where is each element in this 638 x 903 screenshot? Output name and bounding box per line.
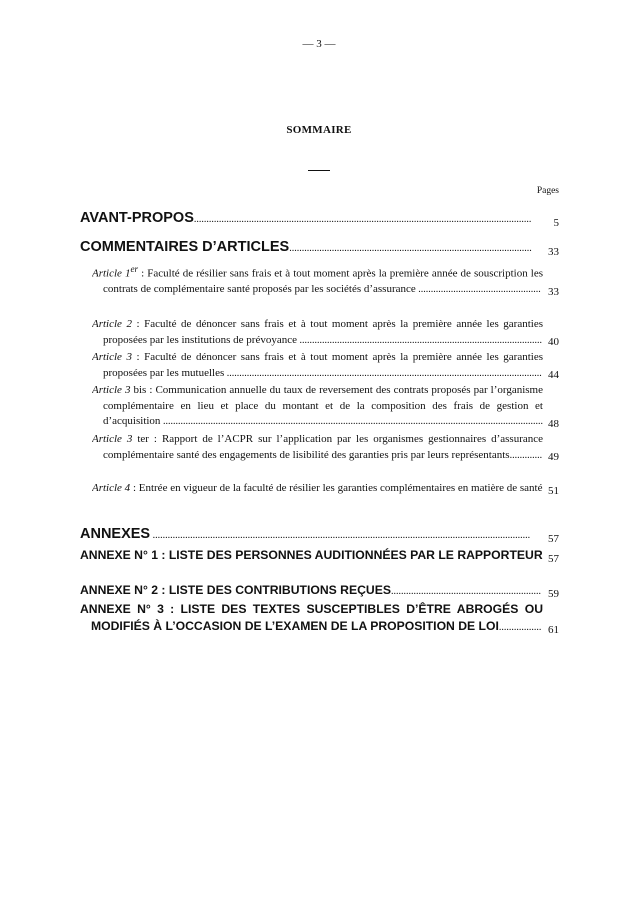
toc-entry-text: ANNEXE N° 1 : LISTE DES PERSONNES AUDITIONNÉES PAR LE RAPPORTEUR bbox=[80, 548, 543, 562]
toc-entry-article-1[interactable]: Article 1er : Faculté de résilier sans frais et à tout moment après la première année de souscription les contrats de complémentaire santé proposés par les sociétés d’assurance ................................................. 33 bbox=[92, 264, 559, 298]
toc-entry-page: 5 bbox=[553, 217, 559, 229]
pages-column-label: Pages bbox=[536, 186, 559, 196]
article-label: Article 3 bbox=[92, 351, 132, 363]
toc-entry-article-3[interactable]: Article 3 : Faculté de dénoncer sans frais et à tout moment après la première année les garanties proposées par les mutuelles .............................................................................................................................. 44 bbox=[92, 351, 559, 381]
toc-entry-page: 33 bbox=[548, 285, 559, 298]
toc-entry-annexe-1[interactable] bbox=[80, 547, 559, 565]
toc-entry-page: 40 bbox=[548, 336, 559, 348]
toc-entry-page: 57 bbox=[548, 533, 559, 545]
toc-entry-text: ANNEXE N° 3 : LISTE DES TEXTES SUSCEPTIBLES D’ÊTRE ABROGÉS OU MODIFIÉS À L’OCCASION DE L’EXAMEN DE LA PROPOSITION DE LOI bbox=[80, 602, 543, 633]
toc-entry-page: 51 bbox=[548, 484, 559, 497]
toc-entry-page: 48 bbox=[548, 417, 559, 430]
article-label: Article 4 bbox=[92, 482, 131, 494]
toc-entry-article-3-bis[interactable]: Article 3 bis : Communication annuelle du taux de reversement des contrats proposés par l’organisme complémentaire en lieu et place du montant et de la composition des frais de gestion et d’acquisition ........................................................................................................................................................ 48 bbox=[92, 384, 559, 430]
article-label: Article 3 bbox=[92, 433, 133, 445]
toc-entry-avant-propos[interactable]: AVANT-PROPOS....................................................................................................................................... 5 bbox=[80, 210, 559, 229]
toc-entry-annexe-2[interactable]: ANNEXE N° 2 : LISTE DES CONTRIBUTIONS REÇUES............................................................ 59 bbox=[80, 583, 559, 600]
page-number: — 3 — bbox=[302, 38, 336, 50]
toc-entry-text: AVANT-PROPOS bbox=[80, 210, 194, 226]
toc-entry-text: ANNEXE N° 2 : LISTE DES CONTRIBUTIONS REÇUES bbox=[80, 583, 391, 597]
toc-entry-text: ter : Rapport de l’ACPR sur l’application par les organismes gestionnaires d’assurance complémentaire santé des engagements de lisibilité des garanties pris par leurs représentants bbox=[103, 433, 543, 461]
toc-entry-text: : Faculté de dénoncer sans frais et à tout moment après la première année les garanties proposées par les institutions de prévoyance bbox=[103, 318, 543, 346]
toc-entry-page: 59 bbox=[548, 588, 559, 600]
toc-entry-page: 57 bbox=[548, 553, 559, 565]
page-title: SOMMAIRE bbox=[286, 124, 352, 136]
toc-entry-text: : Entrée en vigueur de la faculté de résilier les garanties complémentaires en matière de santé bbox=[130, 482, 543, 494]
toc-entry-annexe-3[interactable]: ANNEXE N° 3 : LISTE DES TEXTES SUSCEPTIBLES D’ÊTRE ABROGÉS OU MODIFIÉS À L’OCCASION DE L’EXAMEN DE LA PROPOSITION DE LOI................. 61 bbox=[80, 602, 559, 636]
toc-entry-annexes[interactable]: ANNEXES ....................................................................................................................................................... 57 bbox=[80, 526, 559, 545]
toc-entry-commentaires[interactable]: COMMENTAIRES D’ARTICLES................................................................................................. 33 bbox=[80, 239, 559, 258]
article-label: Article 3 bbox=[92, 384, 131, 396]
toc-entry-page: 33 bbox=[548, 246, 559, 258]
toc-entry-text: ANNEXES bbox=[80, 526, 151, 542]
toc-entry-article-2[interactable]: Article 2 : Faculté de dénoncer sans frais et à tout moment après la première année les garanties proposées par les institutions de prévoyance ................................................................................................. 40 bbox=[92, 318, 559, 348]
toc-entry-page: 61 bbox=[548, 624, 559, 636]
toc-entry-article-3-ter[interactable]: Article 3 ter : Rapport de l’ACPR sur l’application par les organismes gestionnaires d’assurance complémentaire santé des engagements de lisibilité des garanties pris par leurs représentants............. 49 bbox=[92, 433, 559, 463]
article-label: Article 2 bbox=[92, 318, 132, 330]
toc-entry-text: : Faculté de dénoncer sans frais et à tout moment après la première année les garanties proposées par les mutuelles bbox=[103, 351, 543, 379]
toc-entry-page: 44 bbox=[548, 369, 559, 381]
title-rule bbox=[308, 170, 330, 171]
article-label: Article 1 bbox=[92, 267, 131, 280]
toc-entry-text: COMMENTAIRES D’ARTICLES bbox=[80, 239, 290, 255]
toc-entry-text: bis : Communication annuelle du taux de reversement des contrats proposés par l’organisme complémentaire en lieu et place du montant et de la composition des frais de gestion et d’acquisition bbox=[103, 384, 543, 427]
article-label-sup: er bbox=[130, 264, 139, 274]
toc-entry-article-4[interactable] bbox=[80, 481, 559, 497]
toc-entry-text: : Faculté de résilier sans frais et à tout moment après la première année de souscription les contrats de complémentaire santé proposés par les sociétés d’assurance bbox=[103, 267, 543, 296]
toc-entry-page: 49 bbox=[548, 451, 559, 463]
